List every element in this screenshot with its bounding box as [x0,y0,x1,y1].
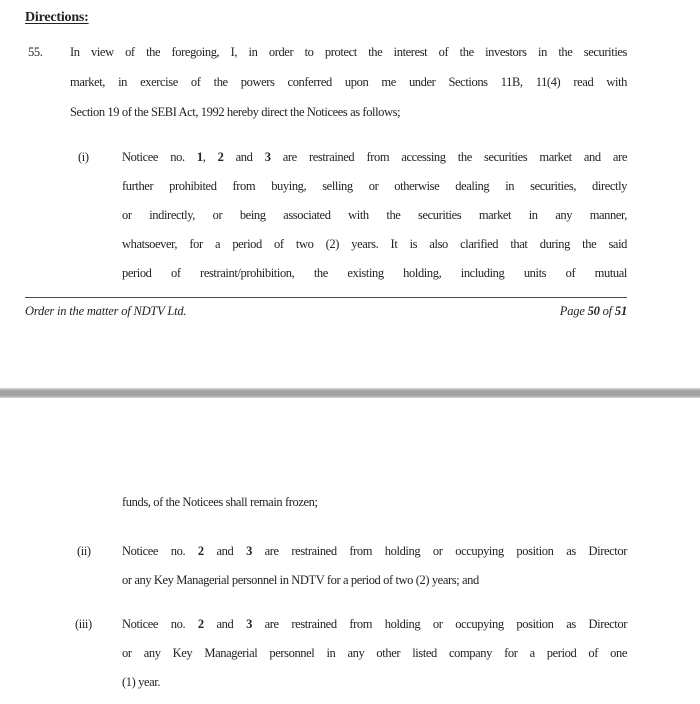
paragraph-55-text: In view of the foregoing, I, in order to protect the interest of the investors in the securities market, in exercise of the powers conferred upon me under Sections 11B, 11(4) read with Section 19 of the SEBI Act, 1992 hereby direct the Noticees as follows; [70,45,627,119]
item-iii-text: Noticee no. 2 and 3 are restrained from holding or occupying position as Director or any Key Managerial personnel in any other listed company for a period of one (1) year. [122,617,627,689]
item-i-text: Noticee no. 1, 2 and 3 are restrained from accessing the securities market and are further prohibited from buying, selling or otherwise dealing in securities, directly or indirectly, or being associated with the securities market in any manner, whatsoever, for a period of two (2) years. It is also clarified that during the said period of restraint/prohibition, the existing holding, including units of mutual [122,150,627,280]
page-footer [25,304,627,319]
item-ii-text: Noticee no. 2 and 3 are restrained from holding or occupying position as Director or any Key Managerial personnel in NDTV for a period of two (2) years; and [122,544,627,587]
item-iii-marker: (iii) [75,617,92,631]
item-i-continued-text: funds, of the Noticees shall remain frozen; [122,495,318,509]
item-ii-marker: (ii) [77,544,91,558]
footer-page-number: Page 50 of 51 [559,304,627,318]
directions-heading: Directions: [25,10,89,25]
paragraph-55-number: 55. [28,45,43,59]
footer-rule [25,297,627,298]
item-i-marker: (i) [78,150,89,164]
footer-doc-title: Order in the matter of NDTV Ltd. [25,304,187,318]
page-break-separator [0,388,700,398]
